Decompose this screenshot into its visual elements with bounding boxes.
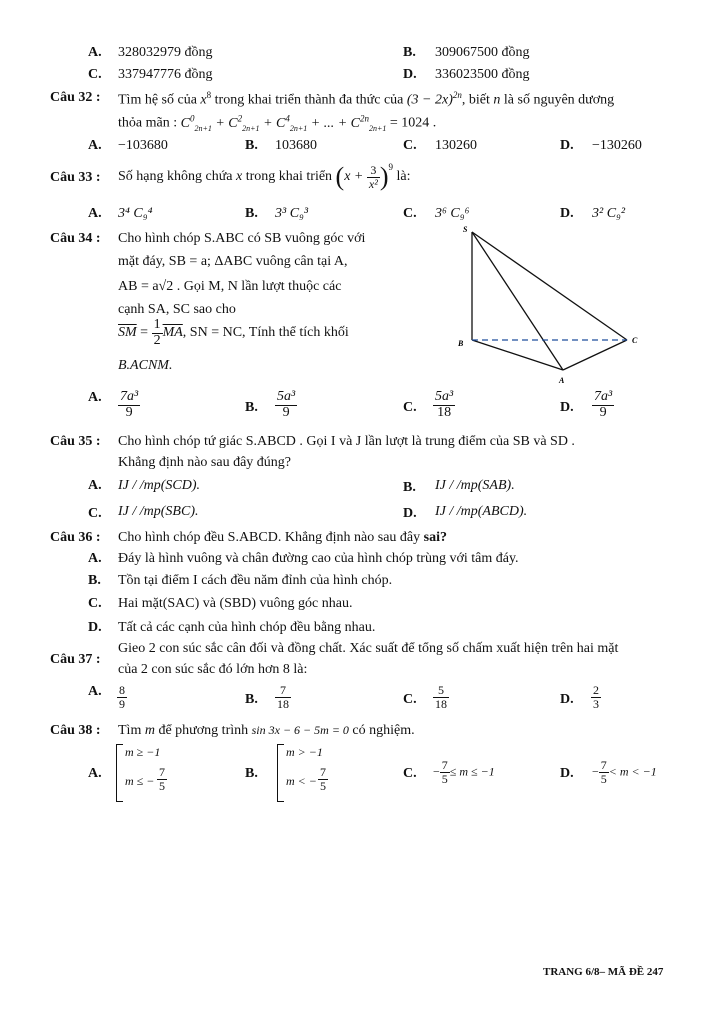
q36-number: Câu 36 : (50, 530, 101, 545)
q35-line2: Khẳng định nào sau đây đúng? (118, 455, 292, 470)
q31-option-b: 309067500 đồng (435, 45, 530, 60)
q38-option-c: − $\frac{7}{5}$ ≤ m ≤ −1 (433, 758, 495, 786)
q35-option-d: IJ / /mp(ABCD). (435, 504, 528, 519)
q32-stem-line1: Tìm hệ số của $x^8$ trong khai triển thành đa thức của $(3 - 2x)^{2n}$, biết n là số nguyên dương (118, 90, 615, 108)
q34-option-c: $\frac{\text{5a³}}{18}$ (435, 389, 454, 420)
q34-line3: AB = a√2 . Gọi M, N lần lượt thuộc các (118, 279, 342, 294)
q33-option-b: 3³ C₉³ (275, 206, 309, 221)
q33-option-c: 3⁶ C₉⁶ (435, 206, 470, 221)
q32-option-c: 130260 (435, 138, 477, 153)
q34-line1: Cho hình chóp S.ABC có SB vuông góc với (118, 231, 366, 246)
q34-option-b-label: B. (245, 400, 258, 415)
q38-number: Câu 38 : (50, 723, 101, 738)
q36-option-c-label: C. (88, 596, 102, 611)
q31-option-d-label: D. (403, 67, 417, 82)
q34-option-b: $\frac{\text{5a³}}{9}$ (277, 389, 296, 420)
q32-number: Câu 32 : (50, 90, 101, 105)
q35-option-c: IJ / /mp(SBC). (118, 504, 199, 519)
q34-option-d-label: D. (560, 400, 574, 415)
q38-option-b-bracket (277, 744, 284, 802)
point-c-label: C (632, 336, 638, 345)
q34-option-d: $\frac{\text{7a³}}{9}$ (594, 389, 613, 420)
q35-option-a-label: A. (88, 478, 102, 493)
q31-option-a: 328032979 đồng (118, 45, 213, 60)
q38-option-a-fraction: $\frac{7}{5}$ (159, 765, 165, 793)
q36-option-a: Đáy là hình vuông và chân đường cao của hình chóp trùng với tâm đáy. (118, 551, 519, 566)
q38-option-b-fraction: $\frac{7}{5}$ (320, 765, 326, 793)
q34-option-c-label: C. (403, 400, 417, 415)
q31-option-a-label: A. (88, 45, 102, 60)
q33-option-d-label: D. (560, 206, 574, 221)
pyramid-figure (455, 222, 645, 387)
q32-option-a-label: A. (88, 138, 102, 153)
q32-stem-line2: thỏa mãn : $C^0_{2n+1} + C^2_{2n+1} + C^4_{2n+1}$ + ... + $C^{2n}_{2n+1} = 1024$ . (118, 113, 437, 133)
q34-option-a: $\frac{\text{7a³}}{9}$ (120, 389, 139, 420)
q37-option-b-label: B. (245, 692, 258, 707)
q36-option-a-label: A. (88, 551, 102, 566)
q32-option-d: −130260 (592, 138, 642, 153)
point-a-label: A (559, 376, 565, 385)
q32-option-b-label: B. (245, 138, 258, 153)
q34-line4: cạnh SA, SC sao cho (118, 302, 236, 317)
point-s-label: S (463, 225, 468, 234)
q34-line5: $\overline{SM}$ = $\frac{1}{2}$ $\overline{MA}$, SN = NC, Tính thể tích khối (118, 317, 349, 348)
q36-option-d-label: D. (88, 620, 102, 635)
q38-option-c-label: C. (403, 766, 417, 781)
q38-option-b-label: B. (245, 766, 258, 781)
q35-number: Câu 35 : (50, 434, 101, 449)
q36-option-b: Tồn tại điểm I cách đều năm đỉnh của hình chóp. (118, 573, 393, 588)
q31-option-d: 336023500 đồng (435, 67, 530, 82)
q37-option-c: $\frac{5}{18}$ (435, 683, 447, 711)
edge-sc (472, 232, 627, 340)
q35-option-d-label: D. (403, 506, 417, 521)
q38-stem: Tìm m để phương trình sin 3x − 6 − 5m = 0 có nghiệm. (118, 723, 415, 738)
q35-option-c-label: C. (88, 506, 102, 521)
q33-option-b-label: B. (245, 206, 258, 221)
q37-option-d: $\frac{2}{3}$ (593, 683, 599, 711)
q36-option-b-label: B. (88, 573, 101, 588)
q38-option-a-label: A. (88, 766, 102, 781)
q34-option-a-label: A. (88, 390, 102, 405)
q37-number: Câu 37 : (50, 652, 101, 667)
q38-option-a-bracket (116, 744, 123, 802)
q37-line2: của 2 con súc sắc đó lớn hơn 8 là: (118, 662, 308, 677)
q37-line1: Gieo 2 con súc sắc cân đối và đồng chất. Xác suất để tổng số chấm xuất hiện trên hai mặt (118, 641, 619, 656)
q38-option-d: − $\frac{7}{5}$ < m < −1 (592, 758, 657, 786)
q31-option-c-label: C. (88, 67, 102, 82)
q38-option-a-top: m ≥ −1 (125, 745, 161, 759)
q32-option-c-label: C. (403, 138, 417, 153)
q38-option-d-label: D. (560, 766, 574, 781)
q36-stem: Cho hình chóp đều S.ABCD. Khẳng định nào sau đây sai? (118, 530, 447, 545)
q33-option-d: 3² C₉² (592, 206, 626, 221)
page-footer: TRANG 6/8– MÃ ĐỀ 247 (543, 966, 664, 978)
q33-fraction: $\frac{3}{\text{x²}}$ (368, 162, 378, 191)
edge-ba (472, 340, 563, 370)
point-b-label: B (458, 339, 464, 348)
q35-option-b: IJ / /mp(SAB). (435, 478, 515, 493)
q32-option-a: −103680 (118, 138, 168, 153)
q32-option-d-label: D. (560, 138, 574, 153)
q33-stem: Số hạng không chứa x trong khai triển (x + $\frac{3}{\text{x²}}$ )$^9$ là: (118, 162, 411, 191)
q36-option-c: Hai mặt(SAC) và (SBD) vuông góc nhau. (118, 596, 353, 611)
q34-line2: mặt đáy, SB = a; ΔABC vuông cân tại A, (118, 254, 348, 269)
edge-sa (472, 232, 563, 370)
q34-line6: B.ACNM. (118, 358, 173, 373)
q34-number: Câu 34 : (50, 231, 101, 246)
q38-option-b-top: m > −1 (286, 745, 323, 759)
edge-ac (563, 340, 627, 370)
q37-option-d-label: D. (560, 692, 574, 707)
q33-option-c-label: C. (403, 206, 417, 221)
q31-option-c: 337947776 đồng (118, 67, 213, 82)
q33-option-a-label: A. (88, 206, 102, 221)
q32-option-b: 103680 (275, 138, 317, 153)
q37-option-c-label: C. (403, 692, 417, 707)
q31-option-b-label: B. (403, 45, 416, 60)
q36-option-d: Tất cả các cạnh của hình chóp đều bằng nhau. (118, 620, 376, 635)
q38-option-a-bottom: m ≤ − (125, 774, 155, 788)
q37-option-b: $\frac{7}{18}$ (277, 683, 289, 711)
q35-option-a: IJ / /mp(SCD). (118, 478, 201, 493)
q37-option-a-label: A. (88, 684, 102, 699)
q38-option-b-bottom: m < − (286, 774, 317, 788)
q35-option-b-label: B. (403, 480, 416, 495)
q37-option-a: $\frac{8}{9}$ (119, 683, 125, 711)
q33-option-a: 3⁴ C₉⁴ (118, 206, 153, 221)
q35-line1: Cho hình chóp tứ giác S.ABCD . Gọi I và J lần lượt là trung điểm của SB và SD . (118, 434, 575, 449)
q33-number: Câu 33 : (50, 170, 101, 185)
